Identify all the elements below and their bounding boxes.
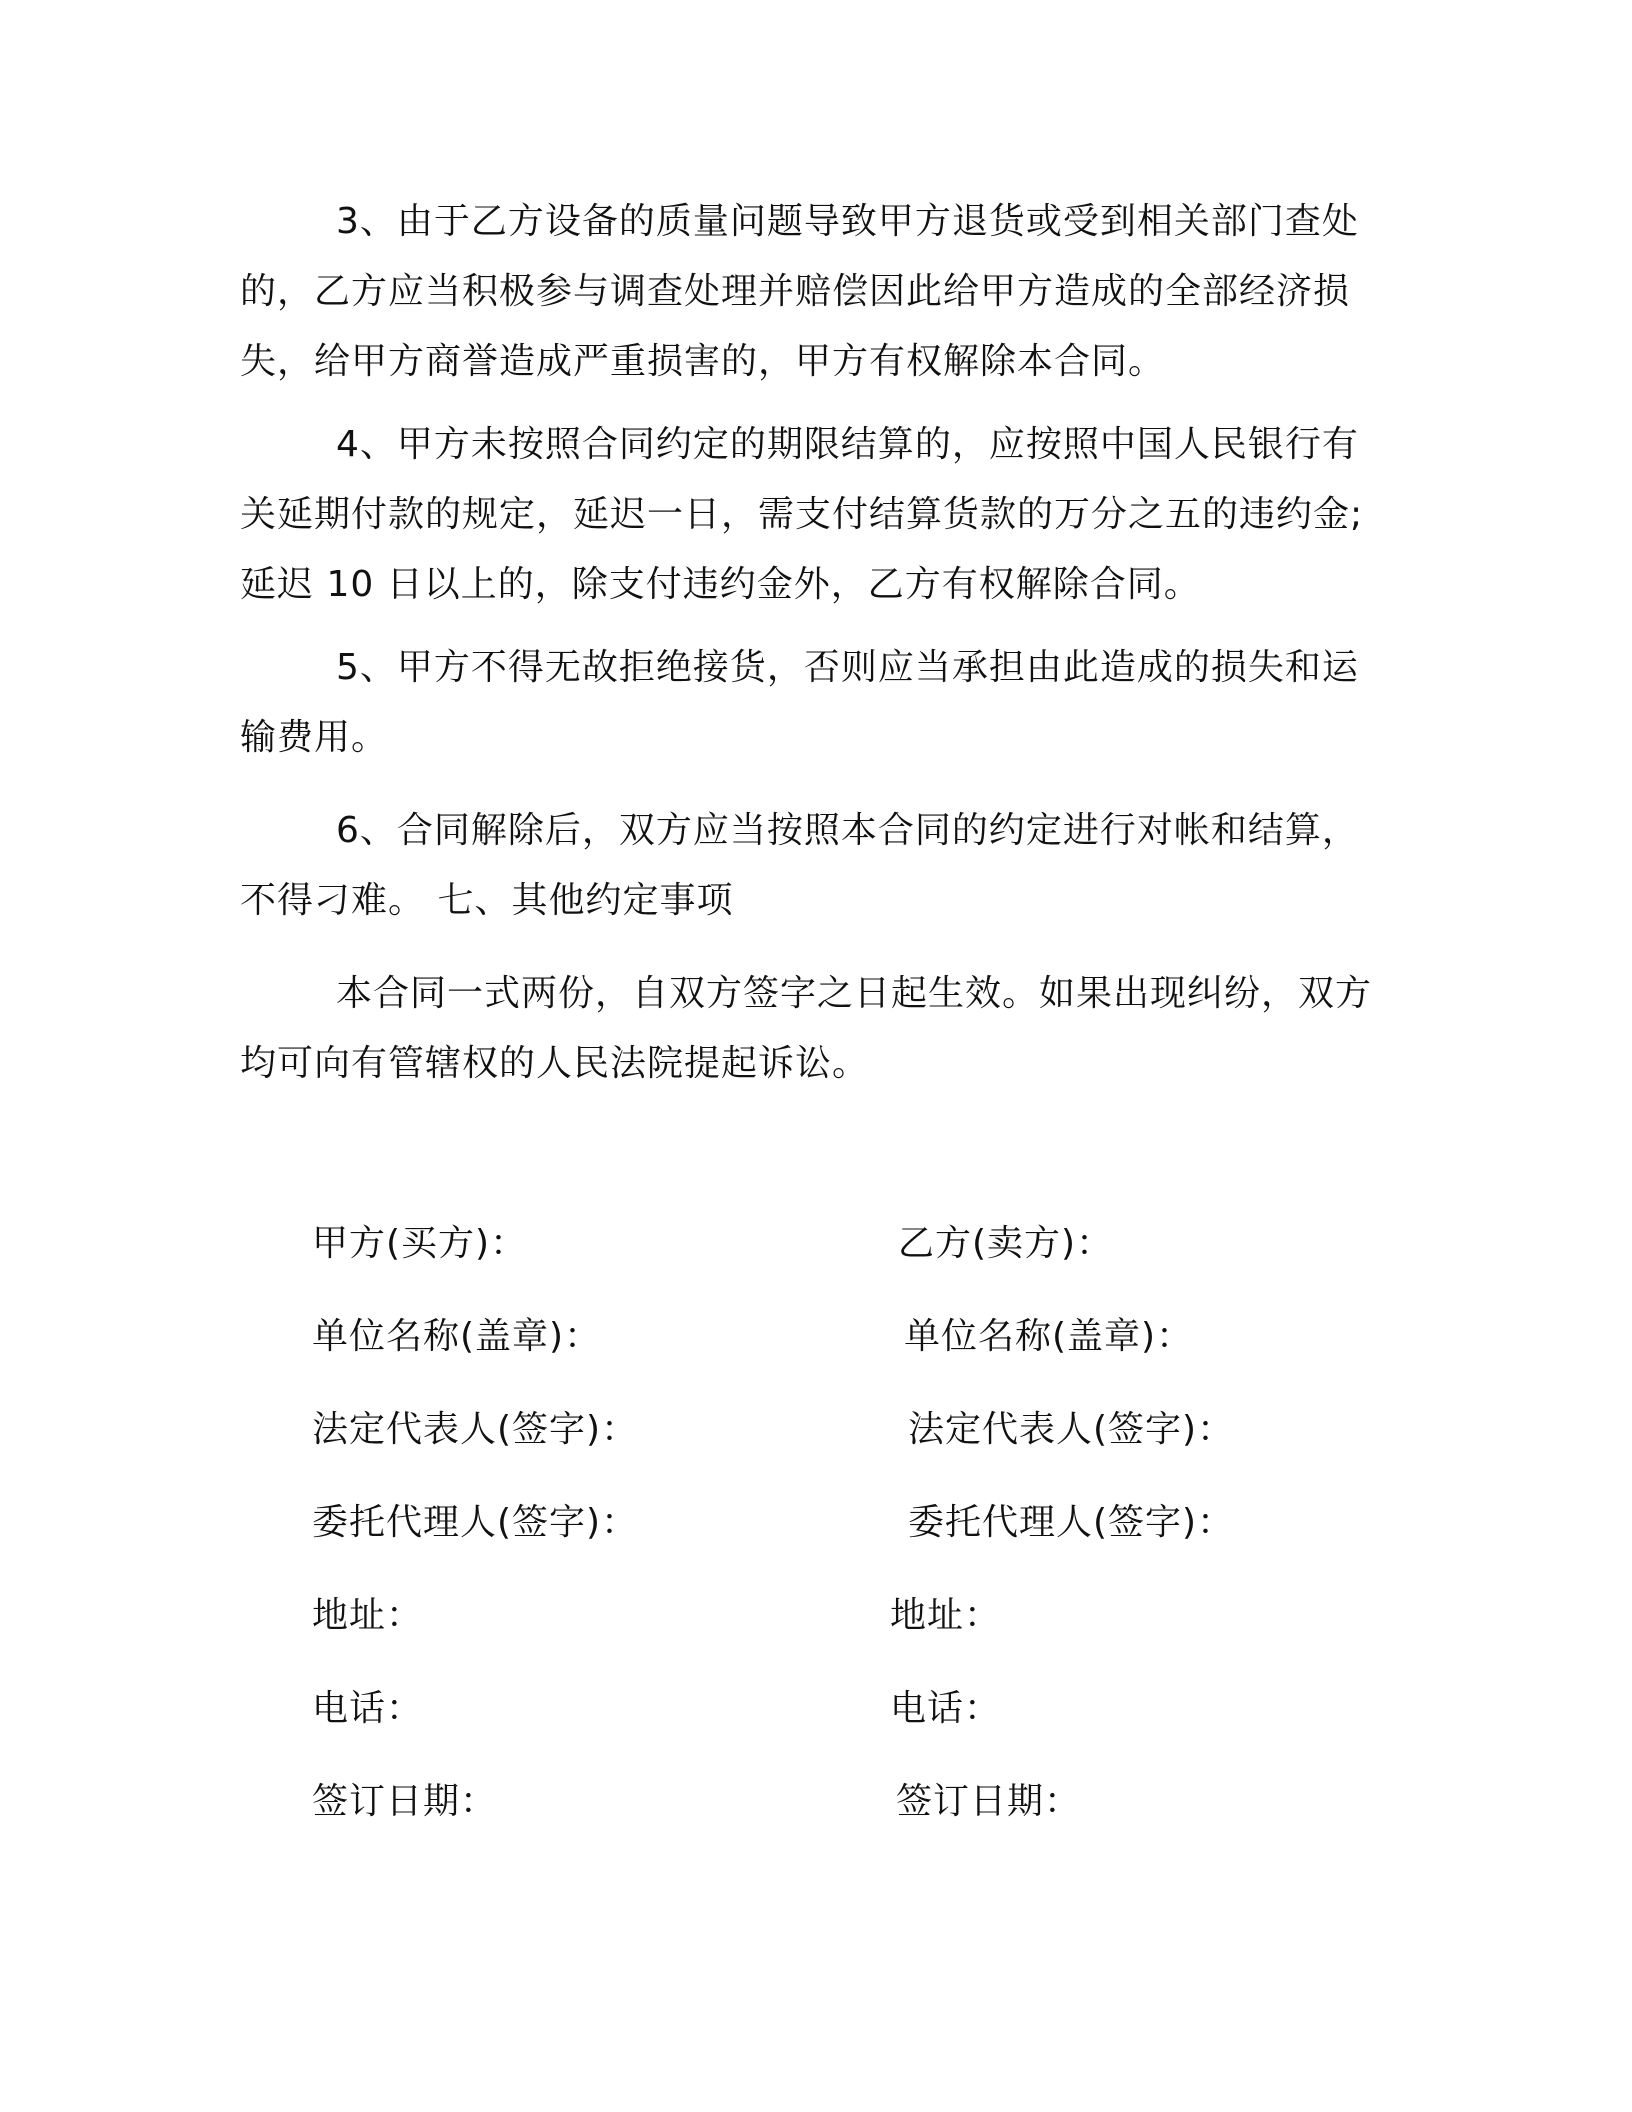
clause-6: 6、合同解除后，双方应当按照本合同的约定进行对帐和结算，不得刁难。 七、其他约定事项	[240, 810, 1359, 921]
party-b-legal-rep: 法定代表人(签字)：	[908, 1409, 1235, 1450]
party-b-agent: 委托代理人(签字)：	[908, 1502, 1235, 1543]
party-b-address: 地址：	[890, 1595, 1002, 1636]
party-a-sign-date: 签订日期：	[312, 1781, 498, 1822]
party-b-title: 乙方(卖方)：	[898, 1223, 1114, 1264]
party-a-legal-rep: 法定代表人(签字)：	[312, 1409, 639, 1450]
party-b-phone: 电话：	[890, 1688, 1002, 1729]
effectiveness-clause: 本合同一式两份，自双方签字之日起生效。如果出现纠纷，双方均可向有管辖权的人民法院提起诉讼。	[240, 973, 1373, 1084]
party-a-agent: 委托代理人(签字)：	[312, 1502, 639, 1543]
party-b-sign-date: 签订日期：	[896, 1781, 1082, 1822]
clause-3: 3、由于乙方设备的质量问题导致甲方退货或受到相关部门查处的，乙方应当积极参与调查处理并赔偿因此给甲方造成的全部经济损失，给甲方商誉造成严重损害的，甲方有权解除本合同。	[240, 201, 1359, 382]
party-a-address: 地址：	[312, 1595, 424, 1636]
party-b-unit-name: 单位名称(盖章)：	[904, 1316, 1194, 1357]
party-a-title: 甲方(买方)：	[312, 1223, 528, 1264]
party-a-phone: 电话：	[312, 1688, 424, 1729]
party-a-unit-name: 单位名称(盖章)：	[312, 1316, 602, 1357]
clause-5: 5、甲方不得无故拒绝接货，否则应当承担由此造成的损失和运输费用。	[240, 647, 1359, 758]
clause-4: 4、甲方未按照合同约定的期限结算的，应按照中国人民银行有关延期付款的规定，延迟一日，需支付结算货款的万分之五的违约金; 延迟 10 日以上的，除支付违约金外，乙方有权解除合同。	[240, 424, 1364, 605]
